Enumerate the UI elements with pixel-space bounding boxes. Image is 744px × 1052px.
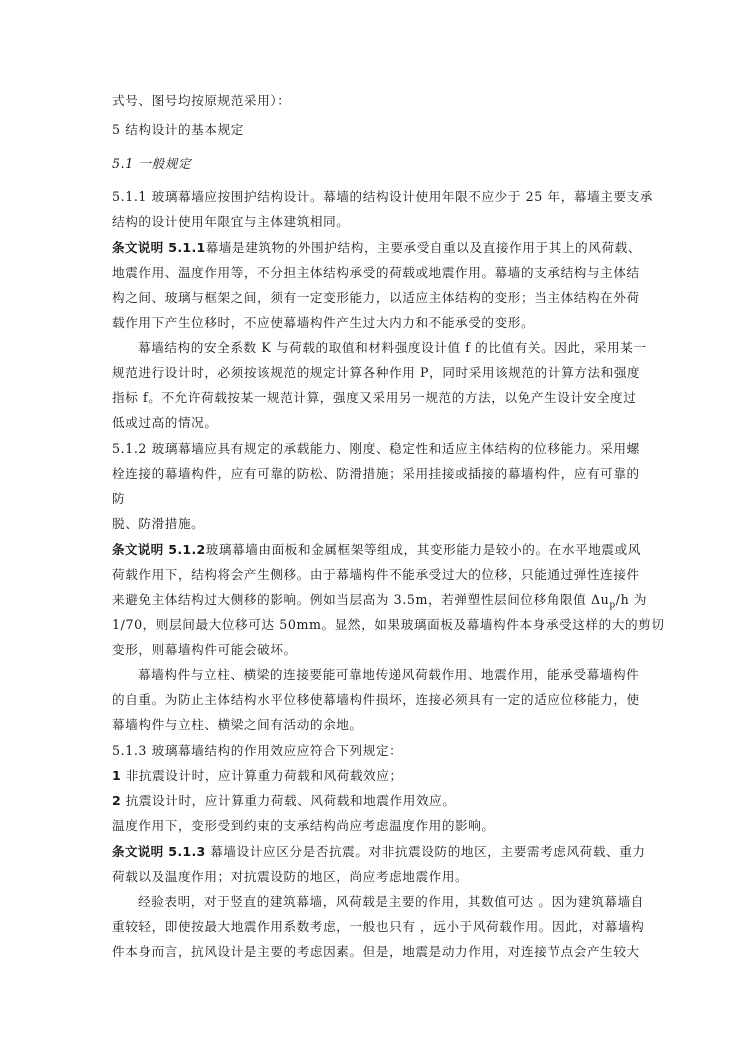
list-item xyxy=(112,793,456,809)
text-line: 幕墙构件与立柱、横梁之间有活动的余地。 xyxy=(112,717,363,732)
text-line: 件本身而言，抗风设计是主要的考虑因素。但是，地震是动力作用，对连接节点会产生较大 xyxy=(112,944,640,959)
clause-note-label: 条文说明 5.1.2 xyxy=(112,542,206,557)
clause-note-line xyxy=(112,240,641,256)
text-line: 构之间、玻璃与框架之间，须有一定变形能力，以适应主体结构的变形；当主体结构在外荷 xyxy=(112,290,640,305)
text-line: 抗震设计时，应计算重力荷载、风荷载和地震作用效应。 xyxy=(125,793,456,808)
text-line: /h 为 xyxy=(615,592,648,607)
text-line: 幕墙是建筑物的外围护结构，主要承受自重以及直接作用于其上的风荷载、 xyxy=(205,240,642,255)
text-line: 荷载以及温度作用；对抗震设防的地区，尚应考虑地震作用。 xyxy=(112,869,469,884)
text-line: 温度作用下，变形受到约束的支承结构尚应考虑温度作用的影响。 xyxy=(112,818,495,833)
text-line: 经验表明，对于竖直的建筑幕墙，风荷载是主要的作用，其数值可达 。因为建筑幕墙自 xyxy=(138,894,644,909)
subscript: p xyxy=(609,600,616,611)
text-line: 非抗震设计时，应计算重力荷载和风荷载效应； xyxy=(125,768,403,783)
list-item xyxy=(112,768,403,784)
text-line: 荷载作用下，结构将会产生侧移。由于幕墙构件不能承受过大的位移，只能通过弹性连接件 xyxy=(112,567,640,582)
text-line: 指标 f。不允许荷载按某一规范计算，强度又采用另一规范的方法，以免产生设计安全度过 xyxy=(112,390,637,405)
clause-text: 5.1.3 玻璃幕墙结构的作用效应应符合下列规定： xyxy=(112,743,403,758)
text-line: 地震作用、温度作用等，不分担主体结构承受的荷载或地震作用。幕墙的支承结构与主体结 xyxy=(112,265,640,280)
clause-note-label: 条文说明 5.1.1 xyxy=(112,240,206,255)
text-line: 幕墙设计应区分是否抗震。对非抗震设防的地区，主要需考虑风荷载、重力 xyxy=(210,844,646,859)
clause-text: 5.1.2 玻璃幕墙应具有规定的承载能力、刚度、稳定性和适应主体结构的位移能力。采用螺 xyxy=(112,441,640,456)
clause-text: 5.1.1 玻璃幕墙应按围护结构设计。幕墙的结构设计使用年限不应少于 25 年，幕墙主要支承 xyxy=(112,189,654,204)
text-line: 式号、图号均按原规范采用）： xyxy=(112,93,291,108)
clause-text: 脱、防滑措施。 xyxy=(112,516,205,531)
clause-text: 防 xyxy=(112,491,126,506)
text-line: 低或过高的情况。 xyxy=(112,415,218,430)
text-line: 载作用下产生位移时，不应使幕墙构件产生过大内力和不能承受的变形。 xyxy=(112,315,535,330)
text-line: 规范进行设计时，必须按该规范的规定计算各种作用 P，同时采用该规范的计算方法和强度 xyxy=(112,365,641,380)
clause-text: 结构的设计使用年限宜与主体建筑相同。 xyxy=(112,214,350,229)
text-line: 变形，则幕墙构件可能会破坏。 xyxy=(112,642,297,657)
list-number: 2 xyxy=(112,793,122,808)
text-line: 1/70，则层间最大位移可达 50mm。显然，如果玻璃面板及幕墙构件本身承受这样的大的剪切 xyxy=(112,617,665,632)
text-line: 幕墙结构的安全系数 K 与荷载的取值和材料强度设计值 f 的比值有关。因此，采用某一 xyxy=(138,340,647,355)
formula-line xyxy=(112,592,647,614)
clause-text: 栓连接的幕墙构件，应有可靠的防松、防滑措施；采用挂接或插接的幕墙构件，应有可靠的 xyxy=(112,466,640,481)
clause-note-label: 条文说明 5.1.3 xyxy=(112,844,206,859)
text-line: 幕墙构件与立柱、横梁的连接要能可靠地传递风荷载作用、地震作用，能承受幕墙构件 xyxy=(138,667,640,682)
text-line: 重较轻，即使按最大地震作用系数考虑，一般也只有 ，远小于风荷载作用。因此，对幕墙构 xyxy=(112,919,645,934)
section-heading: 5 结构设计的基本规定 xyxy=(112,122,244,137)
subsection-heading: 5.1 一般规定 xyxy=(112,156,192,171)
text-line: 来避免主体结构过大侧移的影响。例如当层高为 3.5m，若弹塑性层间位移角限值 Δu xyxy=(112,592,610,607)
text-line: 的自重。为防止主体结构水平位移使幕墙构件损坏，连接必须具有一定的适应位移能力，使 xyxy=(112,692,640,707)
clause-note-line xyxy=(112,844,646,860)
text-line: 玻璃幕墙由面板和金属框架等组成，其变形能力是较小的。在水平地震或风 xyxy=(205,542,642,557)
clause-note-line xyxy=(112,542,641,558)
list-number: 1 xyxy=(112,768,122,783)
